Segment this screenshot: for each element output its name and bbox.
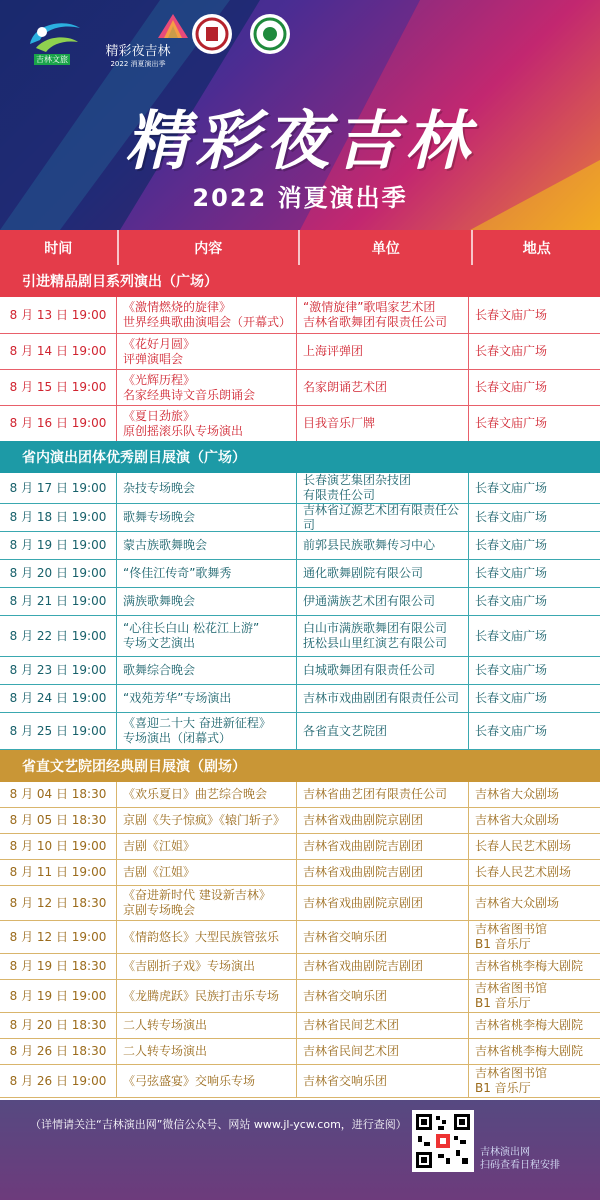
cell-unit bbox=[297, 370, 469, 405]
cell-place-line: 长春文庙广场 bbox=[475, 380, 548, 394]
section-title: 引进精品剧目系列演出（广场） bbox=[0, 265, 600, 297]
cell-content-line: 《奋进新时代 建设新吉林》 bbox=[123, 888, 271, 902]
cell-content-line: 《激情燃烧的旋律》 bbox=[123, 300, 232, 314]
cell-unit-line: 伊通满族艺术团有限公司 bbox=[303, 594, 436, 608]
cell-content bbox=[117, 334, 297, 369]
cell-place bbox=[469, 713, 600, 749]
cell-content bbox=[117, 532, 297, 559]
cell-place bbox=[469, 834, 600, 859]
cell-content-line: 《弓弦盛宴》交响乐专场 bbox=[123, 1073, 256, 1088]
cell-content-line: 《情韵悠长》大型民族管弦乐 bbox=[123, 929, 280, 944]
cell-place-line: 长春文庙广场 bbox=[475, 510, 548, 524]
subtitle: 2022 消夏演出季 bbox=[192, 184, 408, 212]
cell-place bbox=[469, 560, 600, 587]
table-row bbox=[0, 616, 600, 657]
cell-place-line: B1 音乐厅 bbox=[475, 996, 531, 1010]
cell-content-line: 原创摇滚乐队专场演出 bbox=[123, 423, 244, 438]
cell-time: 8 月 12 日 19:00 bbox=[0, 921, 117, 953]
cell-time: 8 月 10 日 19:00 bbox=[0, 834, 117, 859]
cell-place bbox=[469, 1013, 600, 1038]
logo-row bbox=[24, 14, 290, 70]
cell-content-line: 《夏日劲旅》 bbox=[123, 408, 196, 423]
cell-content-line: 专场文艺演出 bbox=[123, 636, 196, 650]
table-row bbox=[0, 504, 600, 532]
cell-place bbox=[469, 782, 600, 807]
cell-unit bbox=[297, 954, 469, 979]
cell-place-line: 长春文庙广场 bbox=[475, 594, 548, 608]
cell-content-line: 京剧《失子惊疯》《辕门斩子》 bbox=[123, 813, 286, 827]
cell-unit bbox=[297, 297, 469, 333]
cell-unit-line: 吉林市戏曲剧团有限责任公司 bbox=[303, 691, 460, 705]
table-row bbox=[0, 782, 600, 808]
cell-content-line: 专场演出（闭幕式） bbox=[123, 731, 232, 745]
cell-content-line: 《喜迎二十大 奋进新征程》 bbox=[123, 716, 271, 730]
cell-place bbox=[469, 473, 600, 503]
cell-time: 8 月 19 日 19:00 bbox=[0, 980, 117, 1012]
cell-unit-line: 吉林省戏曲剧院京剧团 bbox=[303, 813, 424, 827]
cell-place bbox=[469, 657, 600, 684]
cell-content-line: “戏苑芳华”专场演出 bbox=[123, 691, 232, 705]
cell-time: 8 月 15 日 19:00 bbox=[0, 370, 117, 405]
brand-sub: 2022 消夏演出季 bbox=[110, 60, 166, 68]
cell-place bbox=[469, 921, 600, 953]
cell-time: 8 月 14 日 19:00 bbox=[0, 334, 117, 369]
cell-time: 8 月 18 日 19:00 bbox=[0, 504, 117, 531]
table-row bbox=[0, 334, 600, 370]
cell-unit-line: 上海评弹团 bbox=[303, 344, 364, 358]
cell-content bbox=[117, 886, 297, 920]
cell-time: 8 月 19 日 19:00 bbox=[0, 532, 117, 559]
cell-unit-line: 吉林省戏曲剧院吉剧团 bbox=[303, 865, 424, 879]
cell-unit bbox=[297, 860, 469, 885]
cell-place-line: 长春文庙广场 bbox=[475, 628, 548, 643]
cell-unit-line: 吉林省戏曲剧院京剧团 bbox=[303, 895, 424, 910]
cell-unit-line: 白山市满族歌舞团有限公司 bbox=[303, 621, 448, 635]
table-row bbox=[0, 808, 600, 834]
cell-place bbox=[469, 588, 600, 615]
cell-place bbox=[469, 860, 600, 885]
section-title: 省内演出团体优秀剧目展演（广场） bbox=[0, 441, 600, 473]
cell-content bbox=[117, 616, 297, 656]
hero-title bbox=[0, 90, 600, 213]
cell-unit bbox=[297, 504, 469, 531]
cell-unit-line: 抚松县山里红演艺有限公司 bbox=[303, 636, 448, 650]
cell-content bbox=[117, 921, 297, 953]
cell-unit bbox=[297, 921, 469, 953]
cell-unit-line: 吉林省民间艺术团 bbox=[303, 1044, 400, 1058]
table-row bbox=[0, 886, 600, 921]
cell-unit bbox=[297, 406, 469, 441]
cell-unit-line: “激情旋律”歌唱家艺术团 bbox=[303, 300, 436, 314]
cell-content-line: 《欢乐夏日》曲艺综合晚会 bbox=[123, 787, 268, 801]
cell-time: 8 月 25 日 19:00 bbox=[0, 713, 117, 749]
qr-label-1: 吉林演出网 bbox=[480, 1147, 530, 1158]
cell-content-line: 名家经典诗文音乐朗诵会 bbox=[123, 387, 256, 402]
table-row bbox=[0, 954, 600, 980]
table-row bbox=[0, 297, 600, 334]
cell-time: 8 月 16 日 19:00 bbox=[0, 406, 117, 441]
cell-place-line: 长春文庙广场 bbox=[475, 307, 548, 322]
table-row bbox=[0, 532, 600, 560]
cell-place bbox=[469, 406, 600, 441]
brand-mark-icon bbox=[158, 14, 188, 38]
cell-content-line: 《龙腾虎跃》民族打击乐专场 bbox=[123, 988, 280, 1003]
cell-time: 8 月 26 日 18:30 bbox=[0, 1039, 117, 1064]
cell-unit bbox=[297, 616, 469, 656]
cell-unit bbox=[297, 1065, 469, 1097]
cell-time: 8 月 20 日 18:30 bbox=[0, 1013, 117, 1038]
cell-unit bbox=[297, 980, 469, 1012]
cell-unit bbox=[297, 1013, 469, 1038]
cell-unit-line: 目我音乐厂牌 bbox=[303, 416, 376, 430]
cell-unit-line: 吉林省交响乐团 bbox=[303, 988, 388, 1003]
cell-unit bbox=[297, 1039, 469, 1064]
cell-unit bbox=[297, 685, 469, 712]
cell-place-line: 长春文庙广场 bbox=[475, 723, 548, 738]
cell-content bbox=[117, 504, 297, 531]
header-time: 时间 bbox=[0, 230, 119, 265]
cell-place-line: 长春文庙广场 bbox=[475, 416, 548, 430]
cell-unit-line: 名家朗诵艺术团 bbox=[303, 380, 388, 394]
cell-content bbox=[117, 473, 297, 503]
table-row bbox=[0, 1065, 600, 1098]
table-row bbox=[0, 370, 600, 406]
cell-place-line: 长春文庙广场 bbox=[475, 663, 548, 677]
footer bbox=[0, 1100, 600, 1200]
cell-place bbox=[469, 1065, 600, 1097]
cell-content bbox=[117, 370, 297, 405]
cell-unit-line: 白城歌舞团有限责任公司 bbox=[303, 663, 436, 677]
table-row bbox=[0, 980, 600, 1013]
table-row bbox=[0, 473, 600, 504]
cell-unit bbox=[297, 334, 469, 369]
cell-content-line: 吉剧《江姐》 bbox=[123, 839, 196, 853]
jilin-wenlv-logo bbox=[24, 14, 84, 64]
table-row bbox=[0, 406, 600, 442]
cell-place-line: 长春文庙广场 bbox=[475, 344, 548, 358]
cell-unit-line: 吉林省歌舞团有限责任公司 bbox=[303, 315, 448, 329]
cell-place-line: B1 音乐厅 bbox=[475, 1081, 531, 1095]
qr-label-2: 扫码查看日程安排 bbox=[480, 1160, 560, 1171]
cell-place bbox=[469, 504, 600, 531]
theater-seal-icon bbox=[192, 14, 232, 54]
header-content: 内容 bbox=[119, 230, 300, 265]
cell-unit-line: 吉林省交响乐团 bbox=[303, 929, 388, 944]
cell-time: 8 月 17 日 19:00 bbox=[0, 473, 117, 503]
table-row bbox=[0, 588, 600, 616]
table-header bbox=[0, 230, 600, 265]
cell-time: 8 月 21 日 19:00 bbox=[0, 588, 117, 615]
cell-time: 8 月 04 日 18:30 bbox=[0, 782, 117, 807]
table-row bbox=[0, 657, 600, 685]
schedule-table bbox=[0, 230, 600, 1100]
cell-place-line: 吉林省桃李梅大剧院 bbox=[475, 1018, 584, 1032]
cell-content-line: 评弹演唱会 bbox=[123, 351, 184, 366]
cell-content-line: 歌舞专场晚会 bbox=[123, 510, 196, 524]
cell-time: 8 月 23 日 19:00 bbox=[0, 657, 117, 684]
cell-time: 8 月 20 日 19:00 bbox=[0, 560, 117, 587]
header-place: 地点 bbox=[522, 240, 551, 257]
cell-unit-line: 吉林省戏曲剧院吉剧团 bbox=[303, 959, 424, 973]
cell-unit bbox=[297, 782, 469, 807]
cell-unit-line: 长春演艺集团杂技团 bbox=[303, 473, 412, 487]
cell-place-line: 长春人民艺术剧场 bbox=[475, 865, 572, 879]
table-row bbox=[0, 685, 600, 713]
cell-content bbox=[117, 406, 297, 441]
cell-place bbox=[469, 980, 600, 1012]
cell-time: 8 月 13 日 19:00 bbox=[0, 297, 117, 333]
table-row bbox=[0, 921, 600, 954]
cell-content-line: 满族歌舞晚会 bbox=[123, 594, 196, 608]
cell-place-line: 长春文庙广场 bbox=[475, 691, 548, 705]
cell-time: 8 月 19 日 18:30 bbox=[0, 954, 117, 979]
cell-time: 8 月 05 日 18:30 bbox=[0, 808, 117, 833]
cell-place-line: 吉林省桃李梅大剧院 bbox=[475, 959, 584, 973]
cell-content bbox=[117, 980, 297, 1012]
cell-unit-line: 吉林省辽源艺术团有限责任公司 bbox=[303, 502, 460, 532]
cell-place bbox=[469, 1039, 600, 1064]
cell-time: 8 月 12 日 18:30 bbox=[0, 886, 117, 920]
table-row bbox=[0, 1013, 600, 1039]
cell-place-line: 长春文庙广场 bbox=[475, 566, 548, 580]
cell-time: 8 月 26 日 19:00 bbox=[0, 1065, 117, 1097]
cell-time: 8 月 22 日 19:00 bbox=[0, 616, 117, 656]
cell-content bbox=[117, 1065, 297, 1097]
qr-code[interactable] bbox=[412, 1110, 474, 1172]
cell-content bbox=[117, 685, 297, 712]
cell-unit-line: 通化歌舞剧院有限公司 bbox=[303, 566, 424, 580]
qr-label bbox=[480, 1146, 560, 1172]
cell-content-line: 歌舞综合晚会 bbox=[123, 663, 196, 677]
cell-content-line: 杂技专场晚会 bbox=[123, 480, 196, 495]
cell-unit bbox=[297, 560, 469, 587]
cell-content-line: 吉剧《江姐》 bbox=[123, 865, 196, 879]
cell-place bbox=[469, 370, 600, 405]
main-title: 精彩夜吉林 bbox=[125, 104, 475, 179]
cell-unit-line: 吉林省交响乐团 bbox=[303, 1073, 388, 1088]
cell-place-line: B1 音乐厅 bbox=[475, 937, 531, 951]
cell-content bbox=[117, 713, 297, 749]
cell-place-line: 吉林省桃李梅大剧院 bbox=[475, 1044, 584, 1058]
cell-content bbox=[117, 1039, 297, 1064]
table-row bbox=[0, 834, 600, 860]
cell-place bbox=[469, 297, 600, 333]
cell-place bbox=[469, 532, 600, 559]
table-row bbox=[0, 713, 600, 750]
cell-place bbox=[469, 954, 600, 979]
cell-content-line: 京剧专场晚会 bbox=[123, 903, 196, 917]
cell-content bbox=[117, 860, 297, 885]
cell-content-line: 《花好月圆》 bbox=[123, 336, 196, 351]
cell-place-line: 长春文庙广场 bbox=[475, 538, 548, 552]
cell-unit-line: 有限责任公司 bbox=[303, 488, 376, 502]
cell-content bbox=[117, 782, 297, 807]
cell-place-line: 吉林省图书馆 bbox=[475, 981, 548, 995]
table-row bbox=[0, 560, 600, 588]
cell-place bbox=[469, 685, 600, 712]
footer-note: （详情请关注“吉林演出网”微信公众号、网站 www.jl-ycw.com，进行查阅） bbox=[30, 1118, 407, 1131]
cell-unit-line: 吉林省曲艺团有限责任公司 bbox=[303, 787, 448, 801]
cell-place-line: 吉林省大众剧场 bbox=[475, 895, 560, 910]
cell-unit-line: 前郭县民族歌舞传习中心 bbox=[303, 538, 436, 552]
cell-content-line: 二人转专场演出 bbox=[123, 1044, 208, 1058]
cell-unit bbox=[297, 886, 469, 920]
brand-logo bbox=[102, 14, 174, 70]
cell-content-line: 《吉剧折子戏》专场演出 bbox=[123, 959, 256, 973]
cell-content-line: 《光辉历程》 bbox=[123, 372, 196, 387]
brand-name: 精彩夜吉林 bbox=[105, 44, 171, 59]
hero-banner bbox=[0, 0, 600, 230]
table-row bbox=[0, 860, 600, 886]
cell-place bbox=[469, 616, 600, 656]
swirl-icon bbox=[24, 14, 84, 56]
cell-content-line: “心往长白山 松花江上游” bbox=[123, 621, 260, 635]
qr-code-icon bbox=[412, 1110, 474, 1172]
cell-content bbox=[117, 560, 297, 587]
cell-content bbox=[117, 657, 297, 684]
table-row bbox=[0, 1039, 600, 1065]
cell-content-line: 蒙古族歌舞晚会 bbox=[123, 538, 208, 552]
cell-content bbox=[117, 954, 297, 979]
opera-seal-icon bbox=[250, 14, 290, 54]
jilin-wenlv-text: 吉林文旅 bbox=[36, 55, 68, 64]
cell-place bbox=[469, 886, 600, 920]
cell-content bbox=[117, 1013, 297, 1038]
cell-unit-line: 各省直文艺院团 bbox=[303, 723, 388, 738]
cell-unit bbox=[297, 532, 469, 559]
cell-content-line: 二人转专场演出 bbox=[123, 1018, 208, 1032]
cell-place-line: 吉林省图书馆 bbox=[475, 1066, 548, 1080]
cell-content bbox=[117, 297, 297, 333]
cell-time: 8 月 24 日 19:00 bbox=[0, 685, 117, 712]
cell-place-line: 吉林省图书馆 bbox=[475, 922, 548, 936]
cell-unit bbox=[297, 834, 469, 859]
cell-place-line: 吉林省大众剧场 bbox=[475, 813, 560, 827]
cell-unit bbox=[297, 808, 469, 833]
header-unit: 单位 bbox=[300, 230, 473, 265]
cell-content-line: 世界经典歌曲演唱会（开幕式） bbox=[123, 315, 292, 329]
cell-place bbox=[469, 808, 600, 833]
cell-content-line: “佟佳江传奇”歌舞秀 bbox=[123, 566, 232, 580]
cell-place-line: 吉林省大众剧场 bbox=[475, 787, 560, 801]
cell-content bbox=[117, 588, 297, 615]
cell-place bbox=[469, 334, 600, 369]
cell-unit-line: 吉林省戏曲剧院吉剧团 bbox=[303, 839, 424, 853]
cell-unit bbox=[297, 588, 469, 615]
cell-unit-line: 吉林省民间艺术团 bbox=[303, 1018, 400, 1032]
cell-content bbox=[117, 834, 297, 859]
cell-content bbox=[117, 808, 297, 833]
cell-place-line: 长春文庙广场 bbox=[475, 480, 548, 495]
cell-time: 8 月 11 日 19:00 bbox=[0, 860, 117, 885]
cell-place-line: 长春人民艺术剧场 bbox=[475, 839, 572, 853]
section-title: 省直文艺院团经典剧目展演（剧场） bbox=[0, 750, 600, 782]
cell-unit bbox=[297, 473, 469, 503]
cell-unit bbox=[297, 657, 469, 684]
cell-unit bbox=[297, 713, 469, 749]
